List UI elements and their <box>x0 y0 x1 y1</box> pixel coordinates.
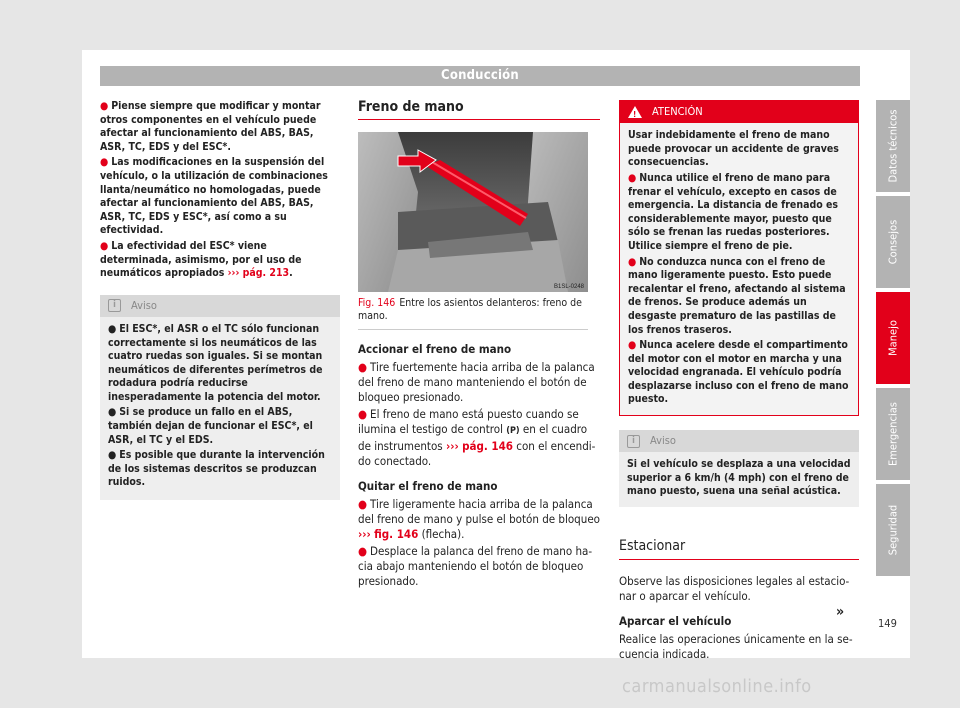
warning-box <box>619 100 859 416</box>
continue-marker: » <box>836 604 845 620</box>
chapter-tabs <box>876 100 910 580</box>
note-body: Si el vehículo se desplaza a una velocidad superior a 6 km/h (4 mph) con el freno de mano puesto, suena una señal acústica. <box>627 458 851 498</box>
section-title: Freno de mano <box>358 100 600 120</box>
list-item: ● Nunca acelere desde el compartimento del motor con el motor en marcha y una velocidad engranada. El vehículo podría desplazarse incluso con el freno de mano puesto. <box>628 339 849 406</box>
list-item: ● Tire fuertemente hacia arriba de la palanca del freno de mano manteniendo el botón de bloqueo presionado. <box>358 360 595 405</box>
figure-code: B1SL-0248 <box>554 284 585 291</box>
list-item: ● La efectividad del ESC* viene determinada, asimismo, por el uso de neumáticos apropiados ››› pág. 213. <box>100 239 302 280</box>
bullet-icon: ● <box>358 544 368 559</box>
column-3 <box>619 100 859 664</box>
note-body <box>100 317 340 500</box>
list-item: ● El ESC*, el ASR o el TC sólo funcionan correctamente si los neumáticos de las cuatro ruedas son iguales. Si se montan neumáticos de diferentes perímetros de rodadura podría reducirse inesperadamente la potencia del motor. <box>108 322 323 403</box>
list-item: ● No conduzca nunca con el freno de mano ligeramente puesto. Esto puede recalentar el freno, afectando al sistema de frenos. Se produce además un desgaste prematuro de las pastillas de los frenos traseros. <box>628 255 846 336</box>
list-item: ● Es posible que durante la intervención de los sistemas descritos se produzcan ruidos. <box>108 449 325 489</box>
paragraph: Observe las disposiciones legales al estacionar o aparcar el vehículo. <box>619 574 850 604</box>
page-link[interactable]: pág. 146 <box>462 439 513 454</box>
figure-link-arrow[interactable]: ››› <box>358 527 371 542</box>
bullet-icon: ● <box>358 360 368 375</box>
handbrake-figure <box>358 132 588 292</box>
subheading: Aparcar el vehículo <box>619 614 732 629</box>
subheading: Accionar el freno de mano <box>358 342 512 357</box>
watermark: carmanualsonline.info <box>622 676 812 697</box>
page-number: 149 <box>878 617 897 630</box>
list-item: ● Si se produce un fallo en el ABS, también dejan de funcionar el ESC*, el ASR, el TC y el EDS. <box>108 406 313 446</box>
bullet-icon: ● <box>358 497 368 512</box>
tab-datos-tecnicos[interactable]: Datos técnicos <box>876 100 910 192</box>
bullet-icon: ● <box>100 156 109 169</box>
tab-manejo[interactable]: Manejo <box>876 292 910 384</box>
bullet-icon: ● <box>108 406 117 419</box>
figure-label: Fig. 146 <box>358 297 396 310</box>
bullet-icon: ● <box>358 407 368 422</box>
tab-emergencias[interactable]: Emergencias <box>876 388 910 480</box>
note-title: Aviso <box>650 434 676 448</box>
section-title: Estacionar <box>619 539 859 560</box>
list-item: ● Nunca utilice el freno de mano para frenar el vehículo, excepto en casos de emergencia. La distancia de frenado es considerablemente mayor, puesto que sólo se frenan las ruedas posteriores. Utilice siempre el freno de pie. <box>628 171 839 252</box>
bullet-icon: ● <box>628 339 637 352</box>
bullet-icon: ● <box>100 239 109 252</box>
aviso-note <box>100 295 340 500</box>
column-2 <box>358 100 600 591</box>
warning-intro: Usar indebidamente el freno de mano puede provocar un accidente de graves consecuencias. <box>628 129 839 169</box>
page-link-arrow[interactable]: ››› <box>227 267 240 280</box>
page-link[interactable]: pág. 213 <box>242 267 290 280</box>
warning-header <box>620 101 858 123</box>
figure-link[interactable]: fig. 146 <box>374 527 419 542</box>
note-header <box>619 430 859 452</box>
paragraph: Realice las operaciones únicamente en la secuencia indicada. <box>619 632 853 662</box>
warning-icon: ! <box>628 106 642 118</box>
tab-seguridad[interactable]: Seguridad <box>876 484 910 576</box>
bullet-icon: ● <box>108 322 117 335</box>
page-link-arrow[interactable]: ››› <box>445 439 459 454</box>
instructions <box>358 342 600 589</box>
subheading: Quitar el freno de mano <box>358 479 498 494</box>
figure-caption: Fig. 146 Entre los asientos delanteros: freno de mano. <box>358 297 588 330</box>
note-title: Aviso <box>131 298 157 312</box>
warning-body <box>620 123 858 415</box>
parking-brake-warning-icon: (P) <box>506 426 520 437</box>
tab-consejos[interactable]: Consejos <box>876 196 910 288</box>
bullet-icon: ● <box>628 255 637 268</box>
info-icon: i <box>108 299 121 312</box>
bullet-icon: ● <box>628 171 637 184</box>
bullet-icon: ● <box>100 100 109 112</box>
list-item: ● Las modificaciones en la suspensión del vehículo, o la utilización de combinaciones llanta/neumático no homologadas, puede afectar al funcionamiento del ABS, BAS, ASR, TC, EDS y ESC*, así como a su efectividad. <box>100 156 328 237</box>
note-header <box>100 295 340 317</box>
page-header: Conducción <box>100 66 860 86</box>
handbrake-illustration <box>358 132 588 292</box>
list-item: ● Piense siempre que modificar y montar otros componentes en el vehículo puede afectar al funcionamiento del ABS, BAS, ASR, TC, EDS y del ESC*. <box>100 100 321 153</box>
aviso-note <box>619 430 859 507</box>
bullet-list <box>100 100 340 281</box>
parking-text <box>619 574 859 662</box>
list-item: ● Tire ligeramente hacia arriba de la palanca del freno de mano y pulse el botón de bloqueo ››› fig. 146 (flecha). <box>358 497 601 542</box>
list-item: ● El freno de mano está puesto cuando se ilumina el testigo de control (P) en el cuadro de instrumentos ››› pág. 146 con el encendido conectado. <box>358 407 596 469</box>
warning-title: ATENCIÓN <box>652 105 703 118</box>
list-item: ● Desplace la palanca del freno de mano hacia abajo manteniendo el botón de bloqueo presionado. <box>358 544 593 589</box>
bullet-icon: ● <box>108 449 117 462</box>
info-icon: i <box>627 435 640 448</box>
column-1 <box>100 100 340 500</box>
